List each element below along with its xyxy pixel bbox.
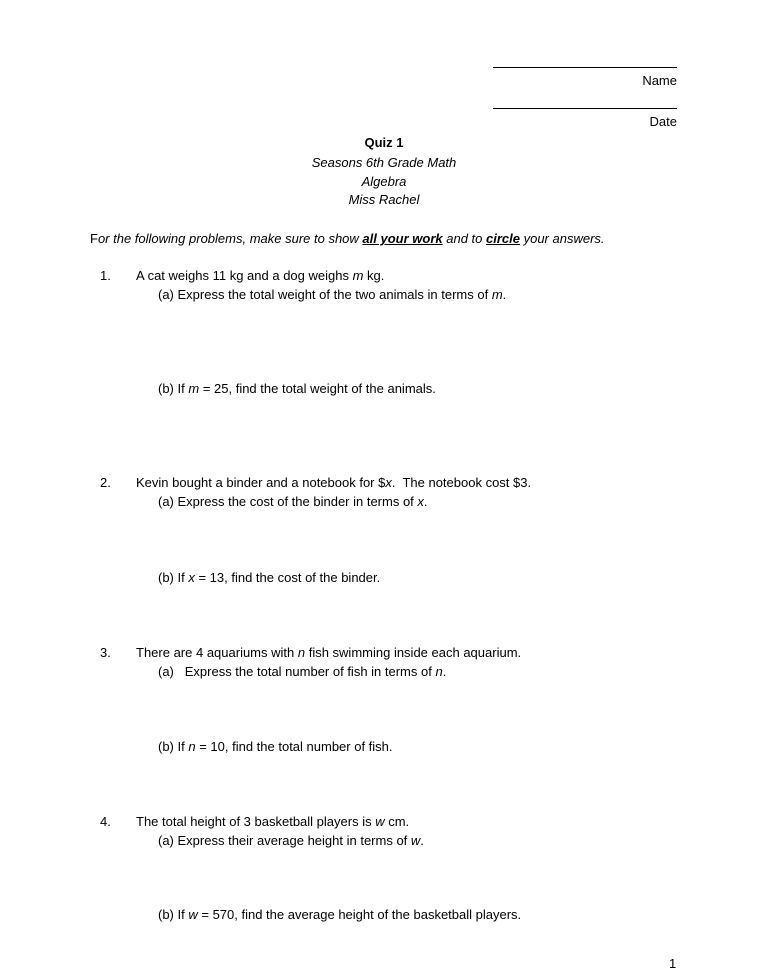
part-text: Express their average height in terms of <box>177 833 411 848</box>
part-text: . <box>423 494 428 509</box>
problem-number: 3. <box>100 645 111 660</box>
part-label: (a) <box>158 833 174 848</box>
problem-variable: w <box>375 814 385 829</box>
part-label: (a) <box>158 664 174 679</box>
problem-variable: w <box>410 833 421 848</box>
problem-number: 4. <box>100 814 111 829</box>
instructions-text-1: or the following problems, make sure to show <box>97 231 363 246</box>
problem-part-b <box>158 907 521 922</box>
problem-variable: m <box>491 287 503 302</box>
name-line[interactable] <box>493 67 677 68</box>
part-text: If <box>177 739 189 754</box>
page-number: 1 <box>669 956 677 971</box>
problem-stem <box>136 268 384 283</box>
part-text: . <box>502 287 507 302</box>
problem-part-b <box>158 570 380 585</box>
part-label: (b) <box>158 381 174 396</box>
instructions-emphasis-work: all your work <box>362 231 443 246</box>
problem-stem-text: cm. <box>384 814 410 829</box>
part-text: If <box>177 570 189 585</box>
date-label: Date <box>649 114 677 129</box>
teacher: Miss Rachel <box>348 192 420 207</box>
part-label: (b) <box>158 570 174 585</box>
part-text: = 13, find the cost of the binder. <box>194 570 381 585</box>
problem-part-a <box>158 664 446 679</box>
problem-stem-text: . The notebook cost $3. <box>391 475 532 490</box>
problem-variable: m <box>188 381 200 396</box>
class-name: Seasons 6th Grade Math <box>311 155 457 170</box>
problem-stem-text: There are 4 aquariums with <box>136 645 298 660</box>
problem-stem-text: The total height of 3 basketball players is <box>136 814 376 829</box>
problem-variable: n <box>435 664 443 679</box>
part-label: (b) <box>158 907 174 922</box>
part-text: Express the total weight of the two animals in terms of <box>177 287 492 302</box>
instructions <box>90 231 605 246</box>
problem-variable: w <box>188 907 198 922</box>
problem-variable: m <box>352 268 364 283</box>
problem-part-a <box>158 287 506 302</box>
subject: Algebra <box>361 174 407 189</box>
part-text: If <box>177 381 189 396</box>
problem-variable: x <box>417 494 424 509</box>
problem-stem <box>136 645 521 660</box>
problem-stem-text: A cat weighs 11 kg and a dog weighs <box>136 268 353 283</box>
part-label: (a) <box>158 494 174 509</box>
part-text: Express the total number of fish in terms of <box>184 664 436 679</box>
instructions-emphasis-circle: circle <box>486 231 520 246</box>
problem-stem <box>136 475 531 490</box>
instructions-text-3: your answers. <box>519 231 605 246</box>
date-line[interactable] <box>493 108 677 109</box>
part-text: Express the cost of the binder in terms of <box>177 494 418 509</box>
part-text: = 570, find the average height of the basketball players. <box>197 907 522 922</box>
problem-part-b <box>158 381 436 396</box>
instructions-text-2: and to <box>442 231 486 246</box>
problem-variable: x <box>385 475 392 490</box>
problem-part-a <box>158 833 424 848</box>
part-text: . <box>442 664 447 679</box>
instructions-first-letter: F <box>90 231 98 246</box>
problem-number: 2. <box>100 475 111 490</box>
part-label: (a) <box>158 287 174 302</box>
part-text: = 10, find the total number of fish. <box>195 739 393 754</box>
problem-number: 1. <box>100 268 111 283</box>
part-text: . <box>420 833 424 848</box>
part-text: If <box>177 907 189 922</box>
problem-part-a <box>158 494 428 509</box>
name-label: Name <box>642 73 677 88</box>
problem-stem-text: kg. <box>363 268 385 283</box>
problem-variable: x <box>188 570 195 585</box>
problem-part-b <box>158 739 393 754</box>
problem-variable: n <box>188 739 196 754</box>
part-text: = 25, find the total weight of the animals. <box>199 381 436 396</box>
problem-variable: n <box>297 645 306 660</box>
problem-stem-text: fish swimming inside each aquarium. <box>305 645 522 660</box>
problem-stem <box>136 814 409 829</box>
part-label: (b) <box>158 739 174 754</box>
problem-stem-text: Kevin bought a binder and a notebook for $ <box>136 475 386 490</box>
quiz-title: Quiz 1 <box>364 135 404 150</box>
